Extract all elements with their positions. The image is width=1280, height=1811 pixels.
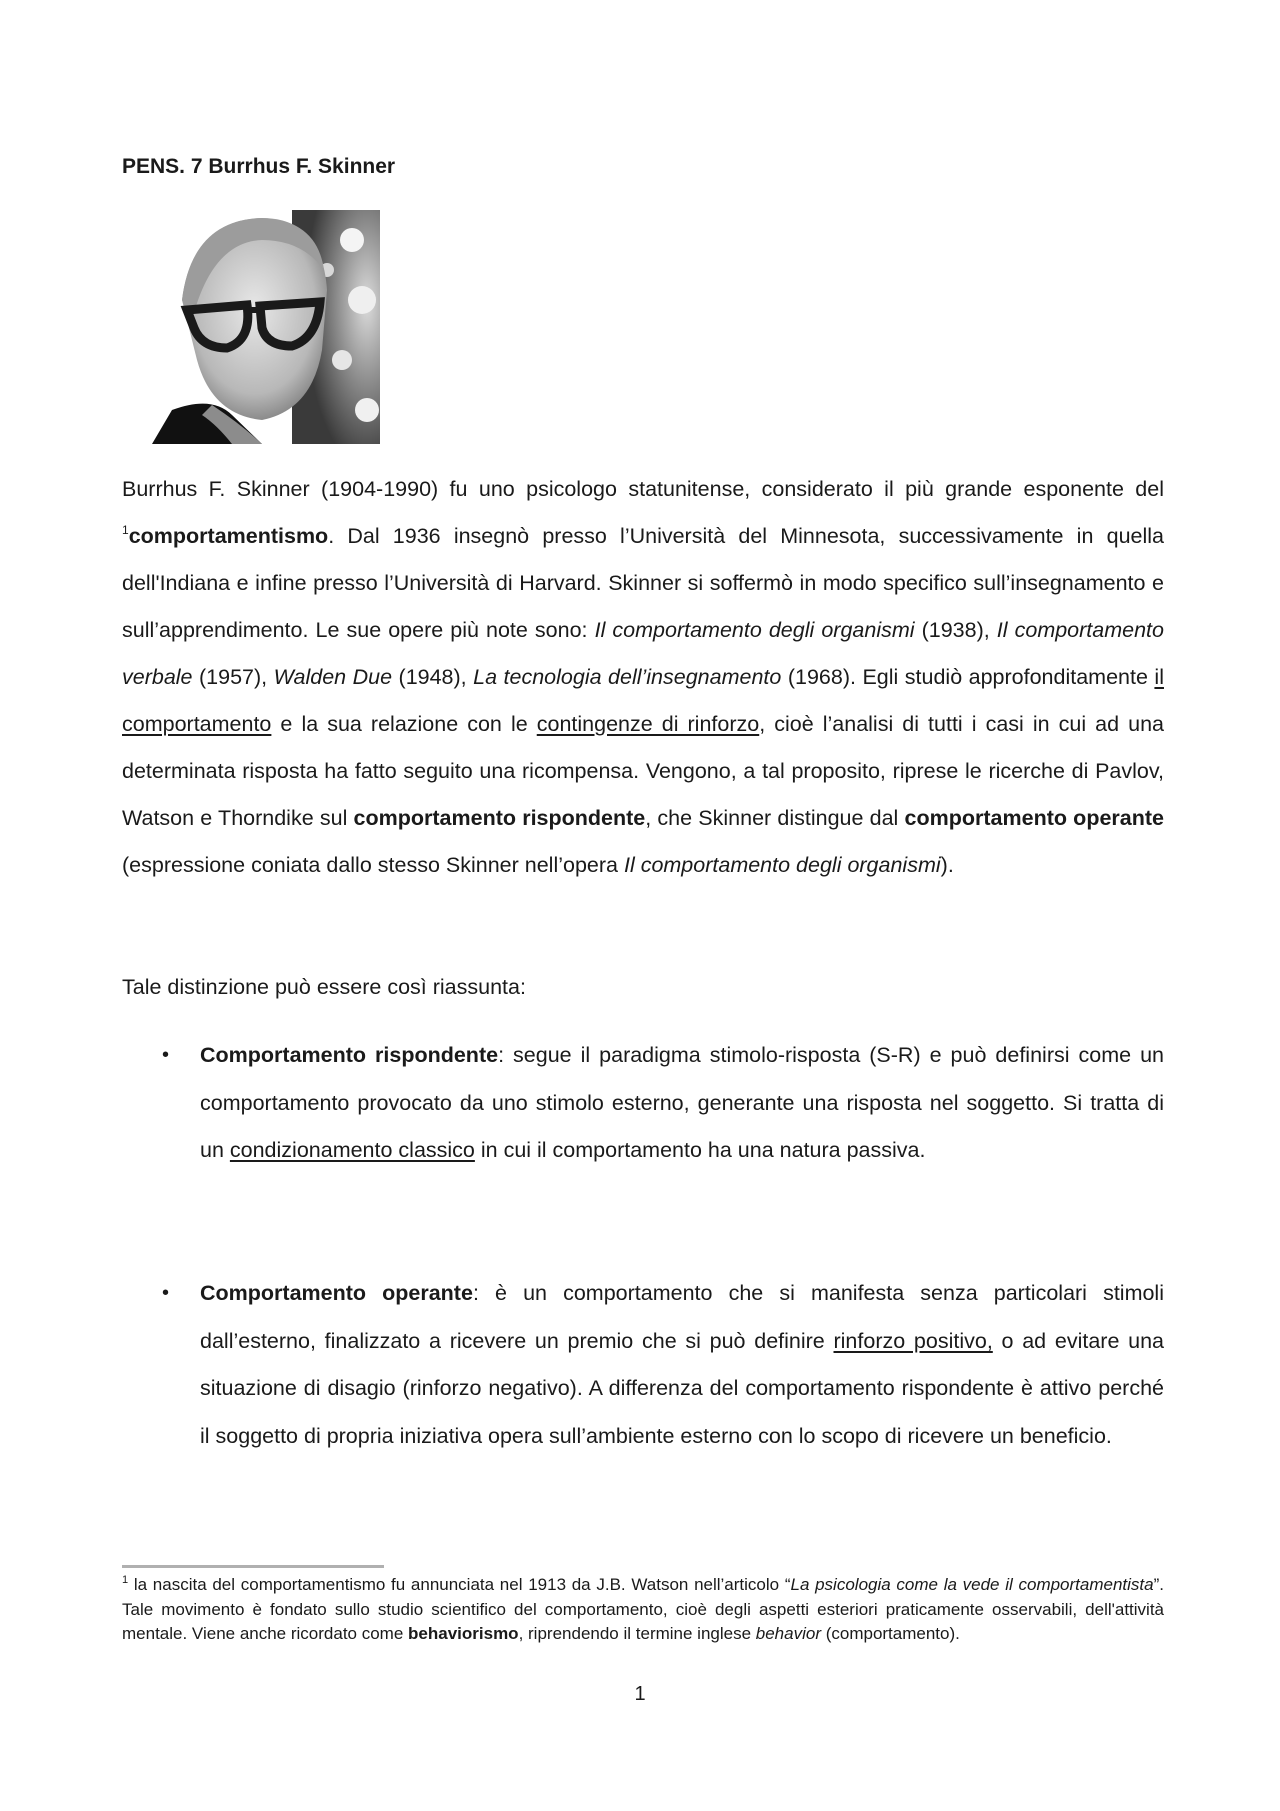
page-title: PENS. 7 Burrhus F. Skinner [122, 155, 396, 178]
summary-intro: Tale distinzione può essere così riassunta: [122, 975, 526, 999]
text-run: (1957), [192, 665, 274, 689]
work-title: Il comportamento verbale [122, 618, 1164, 689]
text-run: (espressione coniata dallo stesso Skinner nell’opera [122, 853, 624, 877]
work-title: Il comportamento degli organismi [623, 853, 941, 877]
footnote [122, 1573, 1164, 1647]
text-run: : segue il paradigma stimolo-risposta (S-R) e può definirsi come un comportamento provocato da uno stimolo esterno, generante una risposta nel soggetto. Si tratta di un [200, 1043, 1164, 1162]
term-comportamentismo: comportamentismo [128, 524, 329, 548]
work-title: La tecnologia dell’insegnamento [473, 665, 782, 689]
text-run: , riprendendo il termine inglese [518, 1624, 756, 1643]
link-condizionamento-classico[interactable]: condizionamento classico [229, 1138, 475, 1162]
footnote-ref[interactable]: 1 [122, 523, 129, 537]
text-run: e la sua relazione con le [271, 712, 537, 736]
text-run: , cioè l’analisi di tutti i casi in cui ad una determinata risposta ha fatto seguito una ricompensa. Vengono, a tal proposito, riprese le ricerche di Pavlov, Watson e Thorndike sul [122, 712, 1165, 830]
term-comportamento-operante: comportamento operante [904, 806, 1164, 830]
text-run: . Dal 1936 insegnò presso l’Università del Minnesota, successivamente in quella dell'Indiana e infine presso l’Università di Harvard. Skinner si soffermò in modo specifico sull’insegnamento e sull’apprendimento. Le sue opere più note sono: [122, 524, 1164, 642]
text-run: (1938), [914, 618, 997, 642]
footnote-separator [122, 1565, 384, 1568]
bullet-term: Comportamento operante [200, 1281, 473, 1305]
text-run: ”. Tale movimento è fondato sullo studio scientifico del comportamento, cioè degli aspetti esteriori praticamente osservabili, dell'attività mentale. Viene anche ricordato come [122, 1575, 1164, 1643]
text-run: (1968). Egli studiò approfonditamente [781, 665, 1155, 689]
bullet-icon: • [162, 1044, 170, 1066]
bullet-list [122, 1270, 1164, 1460]
term-behaviorismo: behaviorismo [408, 1624, 519, 1643]
text-run: , che Skinner distingue dal [645, 806, 905, 830]
text-run: (comportamento). [820, 1624, 960, 1643]
work-title: Il comportamento degli organismi [594, 618, 915, 642]
page-number: 1 [634, 1683, 646, 1705]
link-il-comportamento[interactable]: il comportamento [122, 665, 1164, 736]
link-rinforzo-positivo[interactable]: rinforzo positivo, [833, 1328, 993, 1353]
text-run: o ad evitare una situazione di disagio (rinforzo negativo). A differenza del comportamento rispondente è attivo perché il soggetto di propria iniziativa opera sull’ambiente esterno con lo scopo di ricevere un beneficio. [200, 1328, 1164, 1448]
text-run: (1948), [392, 665, 474, 689]
bullet-term: Comportamento rispondente [200, 1043, 499, 1067]
term-comportamento-rispondente: comportamento rispondente [353, 806, 646, 830]
portrait-photo [152, 210, 380, 444]
article-title: La psicologia come la vede il comportamentista [790, 1575, 1154, 1594]
text-run: : è un comportamento che si manifesta senza particolari stimoli dall’esterno, finalizzato a ricevere un premio che si può definire [200, 1281, 1164, 1353]
text-run: la nascita del comportamentismo fu annunciata nel 1913 da J.B. Watson nell’articolo “ [128, 1575, 791, 1594]
list-item [122, 1270, 1164, 1460]
text-run: ). [940, 853, 954, 877]
link-contingenze-di-rinforzo[interactable]: contingenze di rinforzo [536, 712, 760, 736]
text-run: in cui il comportamento ha una natura passiva. [474, 1138, 926, 1162]
footnote-number: 1 [122, 1574, 129, 1586]
intro-paragraph [122, 466, 1164, 889]
text-run: Burrhus F. Skinner (1904-1990) fu uno psicologo statunitense, considerato il più grande esponente del [122, 477, 1164, 501]
list-item [122, 1032, 1164, 1175]
bullet-icon: • [162, 1282, 170, 1304]
work-title: Walden Due [273, 665, 393, 689]
bullet-list [122, 1032, 1164, 1175]
term-behavior: behavior [755, 1624, 821, 1643]
